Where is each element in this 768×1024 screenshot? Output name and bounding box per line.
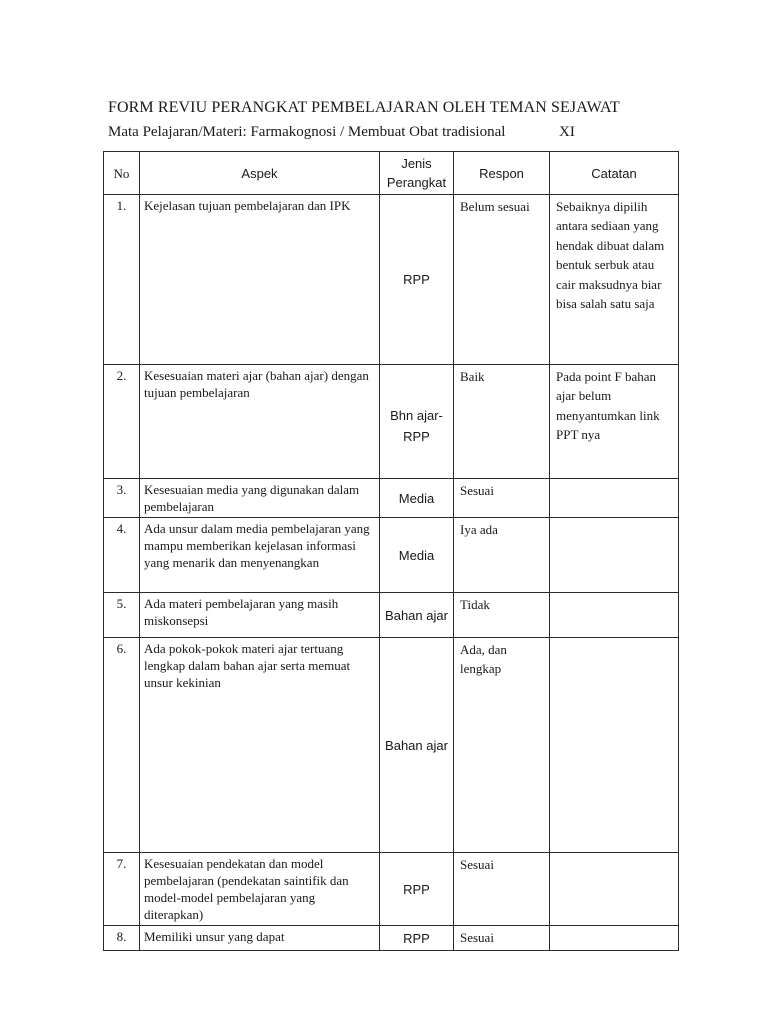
row-number: 1. (104, 195, 140, 365)
row-number: 6. (104, 638, 140, 853)
row-respon: Tidak (454, 593, 550, 638)
row-respon: Belum sesuai (454, 195, 550, 365)
row-catatan: Sebaiknya dipilih antara sediaan yang hendak dibuat dalam bentuk serbuk atau cair maksudnya biar bisa salah satu saja (550, 195, 679, 365)
row-number: 5. (104, 593, 140, 638)
row-aspek: Kesesuaian pendekatan dan model pembelajaran (pendekatan saintifik dan model-model pembelajaran yang diterapkan) (140, 853, 380, 926)
row-catatan (550, 638, 679, 853)
row-respon: Baik (454, 365, 550, 479)
row-jenis: RPP (380, 853, 454, 926)
row-respon: Sesuai (454, 479, 550, 518)
row-number: 4. (104, 518, 140, 593)
table-row (104, 479, 679, 518)
row-aspek: Kejelasan tujuan pembelajaran dan IPK (140, 195, 380, 365)
header-row (104, 152, 679, 195)
table-row (104, 518, 679, 593)
row-catatan (550, 518, 679, 593)
table-row (104, 853, 679, 926)
row-number: 2. (104, 365, 140, 479)
row-catatan (550, 926, 679, 951)
subject-line (108, 124, 575, 141)
row-catatan (550, 593, 679, 638)
form-title: FORM REVIU PERANGKAT PEMBELAJARAN OLEH TEMAN SEJAWAT (108, 99, 620, 116)
row-jenis: Bahan ajar (380, 593, 454, 638)
row-aspek: Memiliki unsur yang dapat (140, 926, 380, 951)
header-aspek: Aspek (140, 152, 380, 195)
header-respon: Respon (454, 152, 550, 195)
header-catatan: Catatan (550, 152, 679, 195)
table-row (104, 365, 679, 479)
header-no: No (104, 152, 140, 195)
table-row (104, 195, 679, 365)
row-aspek: Ada materi pembelajaran yang masih miskonsepsi (140, 593, 380, 638)
table-row (104, 926, 679, 951)
row-jenis: Media (380, 518, 454, 593)
row-respon: Sesuai (454, 853, 550, 926)
row-respon: Iya ada (454, 518, 550, 593)
row-catatan (550, 853, 679, 926)
row-jenis: Bahan ajar (380, 638, 454, 853)
row-aspek: Ada unsur dalam media pembelajaran yang mampu memberikan kejelasan informasi yang menarik dan menyenangkan (140, 518, 380, 593)
row-respon: Sesuai (454, 926, 550, 951)
review-table (103, 151, 679, 951)
row-aspek: Ada pokok-pokok materi ajar tertuang lengkap dalam bahan ajar serta memuat unsur kekinian (140, 638, 380, 853)
table-row (104, 593, 679, 638)
row-aspek: Kesesuaian media yang digunakan dalam pembelajaran (140, 479, 380, 518)
header-jenis: Jenis Perangkat (380, 152, 454, 195)
row-aspek: Kesesuaian materi ajar (bahan ajar) dengan tujuan pembelajaran (140, 365, 380, 479)
row-respon: Ada, dan lengkap (454, 638, 550, 853)
row-jenis: RPP (380, 926, 454, 951)
row-catatan: Pada point F bahan ajar belum menyantumkan link PPT nya (550, 365, 679, 479)
row-number: 7. (104, 853, 140, 926)
row-catatan (550, 479, 679, 518)
row-jenis: Media (380, 479, 454, 518)
row-jenis: Bhn ajar-RPP (380, 365, 454, 479)
subject-text: Mata Pelajaran/Materi: Farmakognosi / Membuat Obat tradisional (108, 124, 506, 140)
class-label: XI (559, 124, 575, 140)
row-number: 8. (104, 926, 140, 951)
row-number: 3. (104, 479, 140, 518)
row-jenis: RPP (380, 195, 454, 365)
table-row (104, 638, 679, 853)
